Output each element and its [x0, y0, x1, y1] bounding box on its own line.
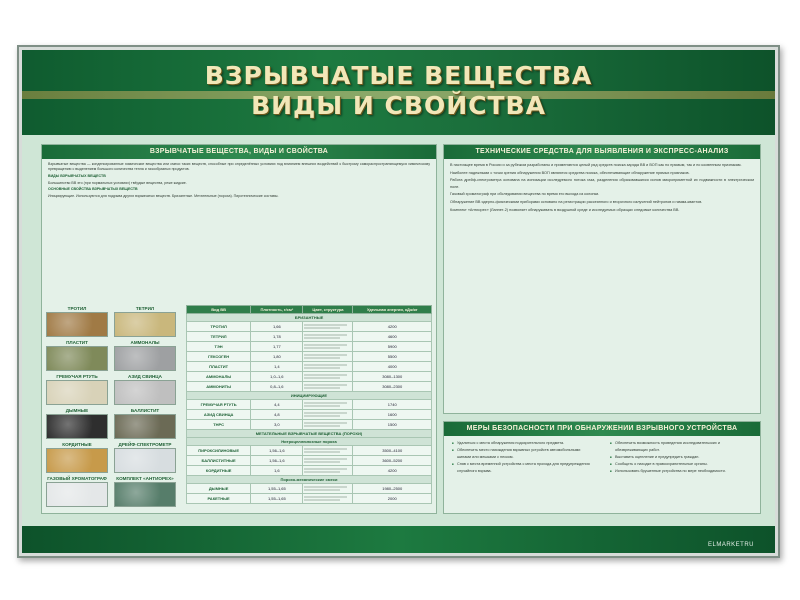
list-item: ■ Обеспечить место нахождения взрывных устройств автомобильными шинами или мешками с песком. — [452, 447, 594, 461]
brand-logo: ELMARKETRU — [707, 542, 754, 548]
cell-structure — [303, 446, 353, 456]
cell-energy: 5900 — [353, 342, 432, 352]
photo-image — [46, 448, 108, 473]
table-row — [187, 420, 432, 430]
subheading: ОСНОВНЫЕ СВОЙСТВА ВЗРЫВЧАТЫХ ВЕЩЕСТВ — [48, 187, 138, 192]
cell-energy: 3600–5200 — [353, 456, 432, 466]
technical-panel-text — [444, 159, 760, 217]
cell-structure — [303, 466, 353, 476]
table-row — [187, 342, 432, 352]
list-item: ■ Удалиться с места обнаружения подозрительного предмета. — [452, 440, 594, 447]
cell-structure — [303, 352, 353, 362]
paragraph: Газовый хроматограф при обследовании вещества по время его выхода из колонки. — [450, 192, 600, 197]
photo-item — [46, 373, 108, 405]
paragraph: В настоящее время в России и за рубежом разработаны и применяются целый ряд средств поиска заряда ВВ и ВОП как по прямым, так и по косвенным признакам. — [450, 163, 742, 167]
photo-image — [46, 346, 108, 371]
cell-name: ТРОТИЛ — [187, 322, 251, 332]
col-header: Плотность, г/см³ — [251, 306, 303, 314]
cell-name: ТЕТРИЛ — [187, 332, 251, 342]
cell-structure — [303, 456, 353, 466]
list-item: ■ Сообщить о находке в правоохранительные органы. — [610, 461, 752, 468]
table-row — [187, 410, 432, 420]
poster-title-line1: ВЗРЫВЧАТЫЕ ВЕЩЕСТВА — [204, 61, 593, 90]
cell-structure — [303, 372, 353, 382]
list-item: ■ Использовать брушенные устройства по мере необходимости. — [610, 468, 752, 475]
table-row — [187, 362, 432, 372]
photo-image — [114, 482, 176, 507]
left-panel-heading: ВЗРЫВЧАТЫЕ ВЕЩЕСТВА, ВИДЫ И СВОЙСТВА — [42, 145, 436, 159]
cell-name: АЗИД СВИНЦА — [187, 410, 251, 420]
poster-title-line2: ВИДЫ И СВОЙСТВА — [251, 91, 546, 120]
table-row — [187, 314, 432, 322]
paragraph: Взрывчатые вещества — конденсированные химические вещества или смеси таких веществ, способные при определённых условиях под влиянием внешних воздействий к быстрому самораспространяющемуся химическому превращению с выделением большого количества тепла и газообразных продуктов. — [48, 162, 430, 172]
subheading: ВИДЫ ВЗРЫВЧАТЫХ ВЕЩЕСТВ — [48, 173, 106, 178]
paragraph: Большинство ВВ это (при нормальных условиях) твёрдые вещества, реже жидкие. — [48, 180, 187, 185]
cell-name: ТНРС — [187, 420, 251, 430]
photo-item — [114, 475, 176, 507]
left-panel-text — [42, 159, 436, 204]
photo-label: КОРДИТНЫЕ — [62, 442, 92, 447]
photo-label: КОМПЛЕКТ «АНТИОРЕХ» — [116, 476, 174, 481]
cell-density: 1,80 — [251, 352, 303, 362]
photo-image — [46, 414, 108, 439]
cell-name: ДЫМНЫЕ — [187, 484, 251, 494]
cell-name: АММОНАЛЫ — [187, 372, 251, 382]
cell-density: 0,8–1,6 — [251, 382, 303, 392]
cell-energy: 1740 — [353, 400, 432, 410]
photo-label: АММОНАЛЫ — [130, 340, 160, 345]
photo-item — [46, 305, 108, 337]
safety-list-left — [444, 436, 602, 479]
cell-energy: 3080–2300 — [353, 382, 432, 392]
cell-structure — [303, 332, 353, 342]
table-section: Нитроцеллюлозные пороха — [187, 438, 432, 446]
cell-density: 1,55–1,65 — [251, 484, 303, 494]
cell-density: 1,56–1,6 — [251, 446, 303, 456]
photo-item — [46, 475, 108, 507]
photo-label: БАЛЛИСТИТ — [130, 408, 160, 413]
poster-board — [17, 45, 780, 558]
cell-density: 1,55–1,65 — [251, 494, 303, 504]
cell-density: 4,4 — [251, 400, 303, 410]
cell-density: 1,6 — [251, 466, 303, 476]
photo-grid — [46, 305, 180, 510]
cell-name: КОРДИТНЫЕ — [187, 466, 251, 476]
cell-density: 3,0 — [251, 420, 303, 430]
photo-item — [46, 407, 108, 439]
table-section: БРИЗАНТНЫЕ — [187, 314, 432, 322]
table-section: Порохо-механические смеси — [187, 476, 432, 484]
list-item: ■ Выставить оцепление и предупредить граждан. — [610, 454, 752, 461]
table-row — [187, 382, 432, 392]
table-row — [187, 352, 432, 362]
table-row — [187, 484, 432, 494]
photo-image — [114, 346, 176, 371]
safety-list-right — [602, 436, 760, 479]
table-row — [187, 392, 432, 400]
cell-structure — [303, 420, 353, 430]
photo-item — [114, 339, 176, 371]
technical-panel-heading: ТЕХНИЧЕСКИЕ СРЕДСТВА ДЛЯ ВЫЯВЛЕНИЯ И ЭКСПРЕСС-АНАЛИЗ — [444, 145, 760, 159]
col-header: Вид ВВ — [187, 306, 251, 314]
cell-density: 1,66 — [251, 322, 303, 332]
col-header: Удельная энергия, кДж/кг — [353, 306, 432, 314]
photo-item — [46, 441, 108, 473]
table-row — [187, 332, 432, 342]
cell-name: ПИРОКСИЛИНОВЫЕ — [187, 446, 251, 456]
photo-label: ТЕТРИЛ — [135, 306, 155, 311]
cell-structure — [303, 484, 353, 494]
properties-table-wrap — [186, 305, 432, 504]
cell-structure — [303, 410, 353, 420]
paragraph: Комплект «Антиорех» (Лаппет-2) позволяет обнаруживать в воздушной среде и исследуемых образцах следовые количества ВВ. — [450, 207, 680, 212]
cell-density: 1,4 — [251, 362, 303, 372]
photo-image — [46, 380, 108, 405]
cell-name: ГРЕМУЧАЯ РТУТЬ — [187, 400, 251, 410]
table-row — [187, 400, 432, 410]
cell-density: 1,0–1,6 — [251, 372, 303, 382]
safety-panel — [443, 421, 761, 514]
photo-label: ДРЕЙФ-СПЕКТРОМЕТР — [118, 442, 172, 447]
col-header: Цвет, структура — [303, 306, 353, 314]
cell-energy: 5500 — [353, 352, 432, 362]
photo-image — [46, 312, 108, 337]
table-row — [187, 322, 432, 332]
cell-energy: 4000 — [353, 362, 432, 372]
photo-label: ПЛАСТИТ — [66, 340, 88, 345]
photo-item — [46, 339, 108, 371]
table-row — [187, 446, 432, 456]
safety-columns — [444, 436, 760, 479]
list-item: ■ Сняв с места временной устройства с места прохода для предупреждения случайного взрыва. — [452, 461, 594, 475]
cell-structure — [303, 362, 353, 372]
photo-image — [46, 482, 108, 507]
cell-energy: 1980–2500 — [353, 484, 432, 494]
photo-item — [114, 407, 176, 439]
photo-item — [114, 441, 176, 473]
table-row — [187, 494, 432, 504]
paragraph: Наиболее надежными с точки зрения обнаружения ВОП являются средства поиска, обеспечивающие обнаружение прямых признаков. — [450, 170, 690, 175]
table-row — [187, 430, 432, 438]
photo-label: ГРЕМУЧАЯ РТУТЬ — [56, 374, 98, 379]
safety-panel-heading: МЕРЫ БЕЗОПАСНОСТИ ПРИ ОБНАРУЖЕНИИ ВЗРЫВНОГО УСТРОЙСТВА — [444, 422, 760, 436]
cell-energy: 1500 — [353, 420, 432, 430]
photo-image — [114, 414, 176, 439]
table-section: МЕТАТЕЛЬНЫЕ ВЗРЫВЧАТЫЕ ВЕЩЕСТВА (ПОРОХИ) — [187, 430, 432, 438]
cell-structure — [303, 322, 353, 332]
cell-name: ПЛАСТИТ — [187, 362, 251, 372]
cell-energy: 4600 — [353, 332, 432, 342]
cell-energy: 2000 — [353, 494, 432, 504]
photo-image — [114, 448, 176, 473]
table-row — [187, 438, 432, 446]
paragraph: Работа дрейф-спектрометра основана на ионизации исследуемого потока газа, разделения образовавшихся ионов микроприметной их подвижности в электрическом поле. — [450, 178, 754, 189]
list-item: ■ Обеспечить возможность проведения исследовательских и обезвреживающих работ. — [610, 440, 752, 454]
photo-item — [114, 373, 176, 405]
technical-panel — [443, 144, 761, 414]
cell-density: 1,56–1,6 — [251, 456, 303, 466]
photo-item — [114, 305, 176, 337]
photo-image — [114, 312, 176, 337]
paragraph: Инициирующие. Используются для подрыва других взрывчатых веществ. Бризантные. Метательные (пороха). Пиротехнические составы. — [48, 194, 279, 199]
photo-label: ТРОТИЛ — [67, 306, 87, 311]
cell-name: ТЭН — [187, 342, 251, 352]
table-row — [187, 372, 432, 382]
cell-density: 1,78 — [251, 332, 303, 342]
cell-energy: 3080–1300 — [353, 372, 432, 382]
cell-structure — [303, 342, 353, 352]
cell-structure — [303, 382, 353, 392]
cell-energy: 4200 — [353, 466, 432, 476]
photo-label: ДЫМНЫЕ — [65, 408, 89, 413]
cell-energy: 4200 — [353, 322, 432, 332]
footer-band — [19, 526, 778, 556]
table-row — [187, 456, 432, 466]
cell-name: АММОНИТЫ — [187, 382, 251, 392]
table-section: ИНИЦИИРУЮЩИЕ — [187, 392, 432, 400]
cell-density: 1,77 — [251, 342, 303, 352]
table-row — [187, 466, 432, 476]
cell-name: РАКЕТНЫЕ — [187, 494, 251, 504]
cell-name: ГЕКСОГЕН — [187, 352, 251, 362]
paragraph: Обнаружение ВВ ядерно-физическими приборами основано на регистрации рассеянного и вторичного излучений нейтронов и гамма-квантов. — [450, 200, 703, 205]
left-panel — [41, 144, 437, 514]
cell-structure — [303, 400, 353, 410]
cell-energy: 1600 — [353, 410, 432, 420]
cell-structure — [303, 494, 353, 504]
photo-image — [114, 380, 176, 405]
cell-name: БАЛЛИСТИТНЫЕ — [187, 456, 251, 466]
cell-energy: 3500–4100 — [353, 446, 432, 456]
cell-density: 4,8 — [251, 410, 303, 420]
table-row — [187, 476, 432, 484]
photo-label: ГАЗОВЫЙ ХРОМАТОГРАФ — [47, 476, 107, 481]
properties-table — [186, 305, 432, 504]
photo-label: АЗИД СВИНЦА — [128, 374, 162, 379]
